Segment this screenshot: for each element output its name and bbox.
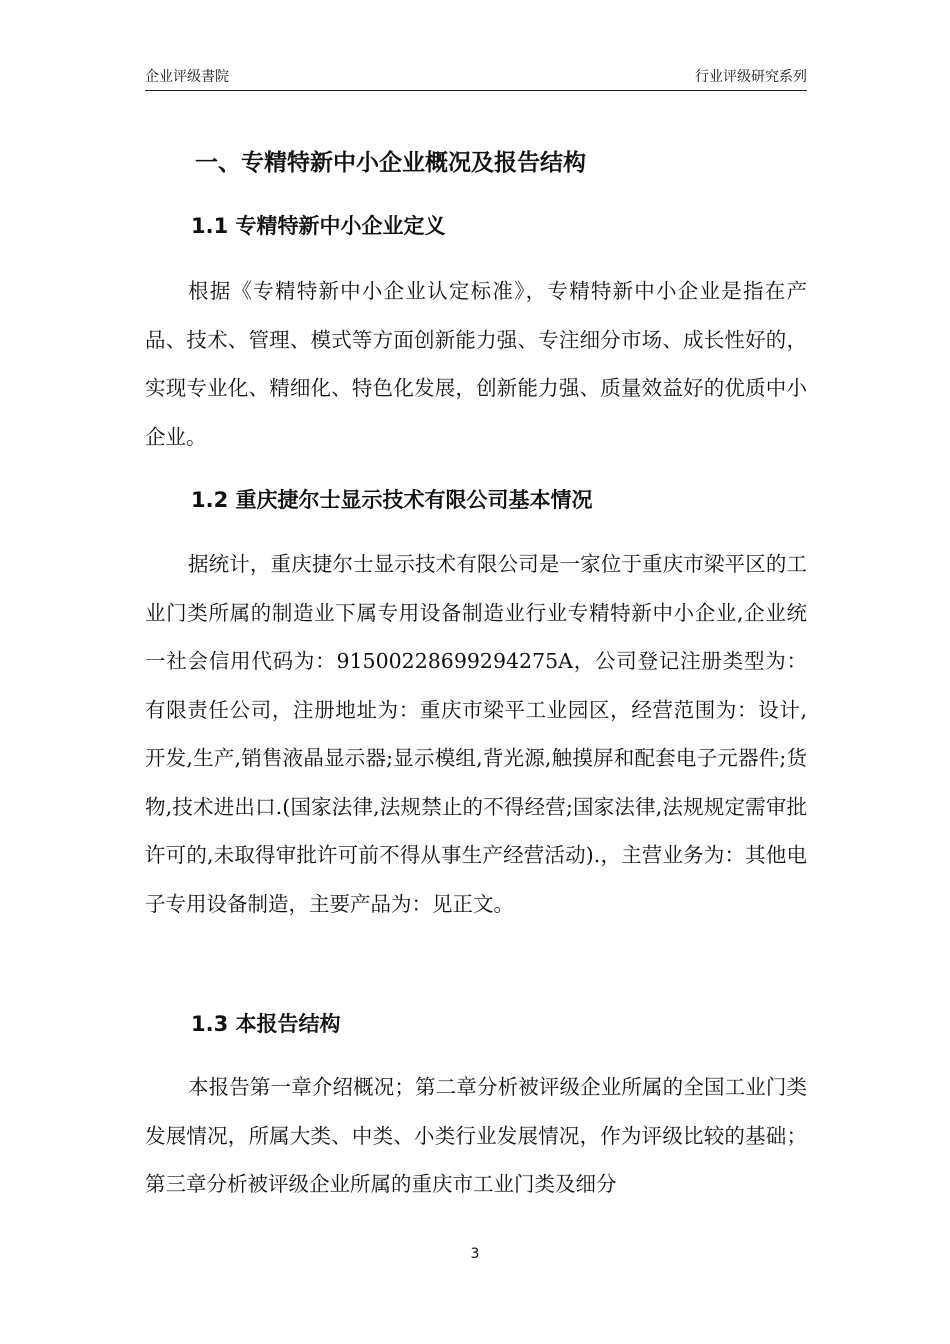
page-header <box>145 64 807 91</box>
section-heading-1-2: 1.2 重庆捷尔士显示技术有限公司基本情况 <box>191 488 593 512</box>
section-heading-1-3: 1.3 本报告结构 <box>191 1012 341 1036</box>
section-paragraph-1-1: 根据《专精特新中小企业认定标准》，专精特新中小企业是指在产品、技术、管理、模式等方面创新能力强、专注细分市场、成长性好的，实现专业化、精细化、特色化发展，创新能力强、质量效益好的优质中小企业。 <box>145 279 807 449</box>
section-paragraph-1-2: 据统计，重庆捷尔士显示技术有限公司是一家位于重庆市梁平区的工业门类所属的制造业下属专用设备制造业行业专精特新中小企业,企业统一社会信用代码为：915002286992942​75A，公司登记注册类型为：有限责任公司，注册地址为：重庆市梁平工业园区，经营范围为：设计,开发,生产,销售液晶显示器;显示模组,背光源,触摸屏和配套电子元器件;货物,技术进出口.(国家法律,法规禁止的不得经营;国家法律,法规规定需审批许可的,未取得审批许可前不得从事生产经营活动).，主营业务为：其他电子专用设备制造，主要产品为：见正文。 <box>145 552 807 916</box>
page-number: 3 <box>470 1246 480 1262</box>
header-publisher: 企业评级書院 <box>145 69 229 85</box>
section-paragraph-1-3: 本报告第一章介绍概况；第二章分析被评级企业所属的全国工业门类发展情况，所属大类、中类、小类行业发展情况，作为评级比较的基础；第三章分析被评级企业所属的重庆市工业门类及细分 <box>145 1075 807 1196</box>
header-series: 行业评级研究系列 <box>695 69 807 85</box>
chapter-title: 一、专精特新中小企业概况及报告结构 <box>195 150 586 176</box>
section-heading-1-1: 1.1 专精特新中小企业定义 <box>191 214 446 238</box>
